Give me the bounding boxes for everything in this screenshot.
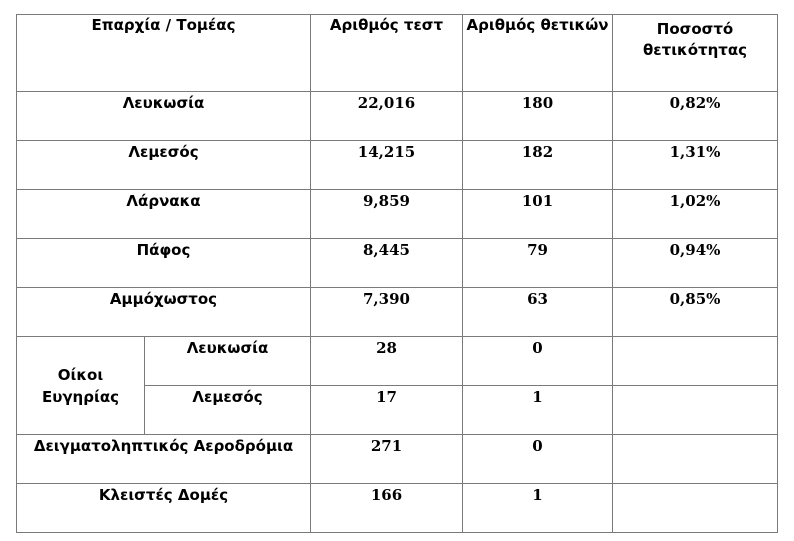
group-name: Οίκοι Ευγηρίας bbox=[17, 337, 145, 435]
table-row bbox=[17, 288, 778, 337]
row-tests: 166 bbox=[311, 484, 463, 533]
row-tests: 8,445 bbox=[311, 239, 463, 288]
row-tests: 9,859 bbox=[311, 190, 463, 239]
header-region: Επαρχία / Τομέας bbox=[17, 15, 311, 92]
header-tests: Αριθμός τεστ bbox=[311, 15, 463, 92]
row-positives: 180 bbox=[463, 92, 613, 141]
row-name: Λευκωσία bbox=[17, 92, 311, 141]
table-row bbox=[17, 337, 778, 386]
row-name: Πάφος bbox=[17, 239, 311, 288]
row-positives: 63 bbox=[463, 288, 613, 337]
row-positives: 0 bbox=[463, 337, 613, 386]
row-rate: 0,82% bbox=[613, 92, 778, 141]
row-positives: 1 bbox=[463, 484, 613, 533]
row-rate: 0,85% bbox=[613, 288, 778, 337]
row-positives: 1 bbox=[463, 386, 613, 435]
row-tests: 17 bbox=[311, 386, 463, 435]
row-rate bbox=[613, 484, 778, 533]
row-positives: 101 bbox=[463, 190, 613, 239]
table-row bbox=[17, 141, 778, 190]
row-name: Δειγματοληπτικός Αεροδρόμια bbox=[17, 435, 311, 484]
row-name: Κλειστές Δομές bbox=[17, 484, 311, 533]
row-tests: 22,016 bbox=[311, 92, 463, 141]
row-rate bbox=[613, 337, 778, 386]
row-tests: 7,390 bbox=[311, 288, 463, 337]
row-subname: Λεμεσός bbox=[145, 386, 311, 435]
row-tests: 14,215 bbox=[311, 141, 463, 190]
row-positives: 79 bbox=[463, 239, 613, 288]
row-tests: 271 bbox=[311, 435, 463, 484]
row-tests: 28 bbox=[311, 337, 463, 386]
row-subname: Λευκωσία bbox=[145, 337, 311, 386]
header-rate bbox=[613, 15, 778, 92]
header-rate-line2: θετικότητας bbox=[642, 41, 748, 59]
table-row bbox=[17, 239, 778, 288]
row-name: Λάρνακα bbox=[17, 190, 311, 239]
row-name: Αμμόχωστος bbox=[17, 288, 311, 337]
row-name: Λεμεσός bbox=[17, 141, 311, 190]
table-row bbox=[17, 190, 778, 239]
row-rate: 0,94% bbox=[613, 239, 778, 288]
table-row bbox=[17, 484, 778, 533]
header-positives: Αριθμός θετικών bbox=[463, 15, 613, 92]
testing-results-table bbox=[16, 14, 778, 533]
row-rate bbox=[613, 435, 778, 484]
row-rate: 1,02% bbox=[613, 190, 778, 239]
row-rate: 1,31% bbox=[613, 141, 778, 190]
row-rate bbox=[613, 386, 778, 435]
row-positives: 0 bbox=[463, 435, 613, 484]
table-header-row bbox=[17, 15, 778, 92]
row-positives: 182 bbox=[463, 141, 613, 190]
header-rate-line1: Ποσοστό bbox=[656, 20, 734, 38]
table-row bbox=[17, 92, 778, 141]
table-row bbox=[17, 435, 778, 484]
